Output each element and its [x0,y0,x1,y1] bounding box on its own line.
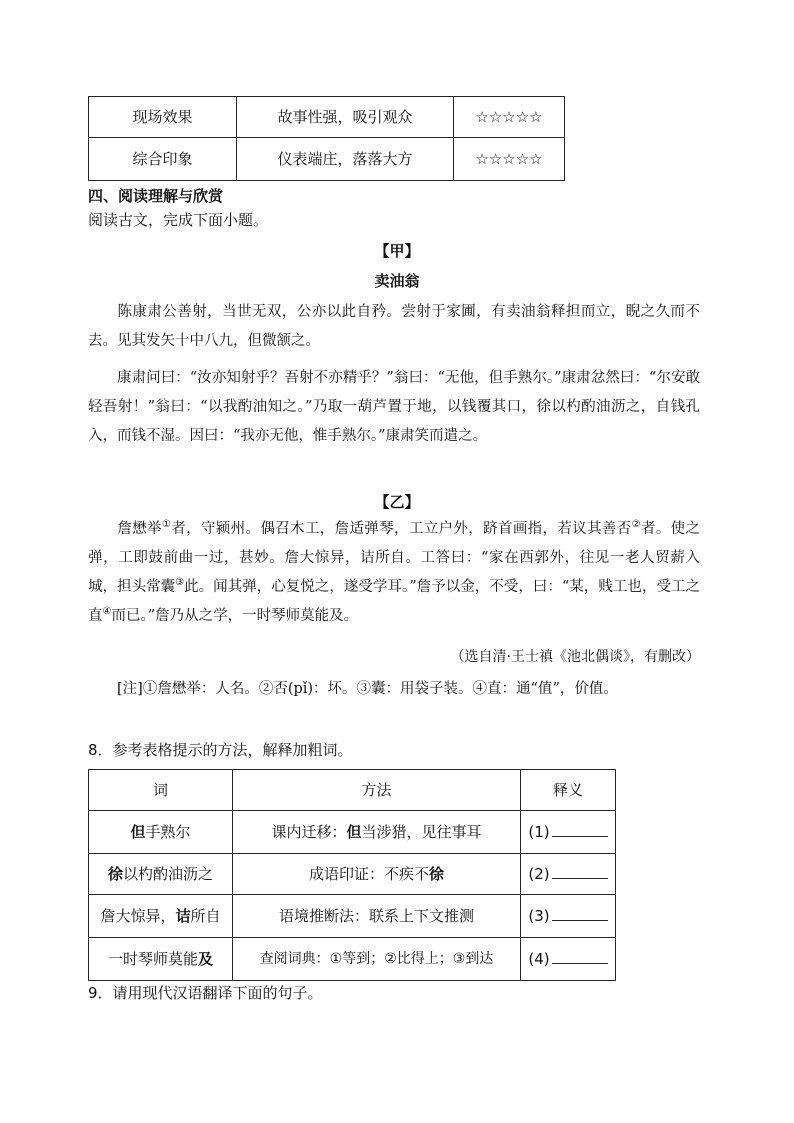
text-b-p1-d: 此。闻其弹，心复悦之，遂受学耳。”詹予以金，不受，曰：“某，贱工也，受工之直 [88,579,701,624]
table-header-row [89,770,616,811]
method-cell: 语境推断法：联系上下文推测 [233,895,521,938]
table-cell-criteria: 故事性强，吸引观众 [237,97,454,138]
answer-cell [521,938,616,981]
method-text: 课内迁移： [271,823,347,841]
text-a-label: 【甲】 [374,242,420,260]
text-b-label: 【乙】 [374,493,420,511]
section-instruction: 阅读古文，完成下面小题。 [88,211,269,229]
text-b-p1-a: 詹懋举 [117,521,162,537]
table-cell-stars: ☆☆☆☆☆ [454,138,565,181]
header-method: 方法 [233,770,521,811]
answer-blank[interactable] [552,906,608,921]
answer-blank[interactable] [552,864,608,879]
text-b-note-text: [注]①詹懋举：人名。②否(pǐ)：坏。③囊：用袋子装。④直：通“值”，价值。 [117,681,618,697]
table-row [89,97,565,138]
answer-number: (1) [528,823,550,841]
text-a-title: 卖油翁 [374,272,420,290]
bold-word: 及 [198,950,214,968]
method-text: 成语印证：不疾不 [308,865,429,883]
header-word: 词 [89,770,233,811]
question-8-prompt: 8．参考表格提示的方法，解释加粗词。 [88,741,353,759]
question-8-table [88,769,616,981]
answer-cell [521,895,616,938]
text-b-p1-e: 而已。”詹乃从之学，一时琴师莫能及。 [111,608,359,624]
text-b-p1-c: 者。使之弹，工即鼓前曲一过，甚妙。詹大惊异，诘所自。工答曰：“家在西郭外，往见一老人贸薪入城，担头常囊 [88,521,701,595]
method-cell [233,811,521,854]
text-a-paragraph-2 [88,364,700,451]
word-rest: 手熟尔 [145,823,191,841]
answer-cell [521,811,616,854]
word-pre: 詹大惊异， [100,907,176,925]
text-b-note [88,675,700,704]
word-cell [89,854,233,895]
word-cell [89,811,233,854]
table-cell-item: 综合印象 [89,138,237,181]
word-cell [89,895,233,938]
bold-word: 徐 [107,865,123,883]
table-row [89,895,616,938]
answer-number: (3) [528,907,550,925]
bold-word: 徐 [429,865,445,883]
bold-word: 诘 [175,907,191,925]
word-cell [89,938,233,981]
footnote-marker: ④ [102,606,112,618]
footnote-marker: ③ [175,577,185,589]
text-b-paragraph [88,515,700,631]
text-a-p2: 康肃问曰：“汝亦知射乎？吾射不亦精乎？”翁曰：“无他，但手熟尔。”康肃忿然曰：“尔安敢轻吾射！”翁曰：“以我酌油知之。”乃取一葫芦置于地，以钱覆其口，徐以杓酌油沥之，自钱孔入，而钱不湿。因曰：“我亦无他，惟手熟尔。”康肃笑而遣之。 [88,370,700,444]
text-b-p1-b: 者，守颍州。偶召木工，詹适弹琴，工立户外，跻首画指，若议其善否 [171,521,632,537]
answer-blank[interactable] [552,949,608,964]
word-pre: 一时琴师莫能 [107,950,198,968]
answer-blank[interactable] [552,822,608,837]
text-a-paragraph-1 [88,298,700,356]
footnote-marker: ① [161,519,172,531]
header-meaning: 释义 [521,770,616,811]
table-cell-criteria: 仪表端庄，落落大方 [237,138,454,181]
question-9-prompt: 9．请用现代汉语翻译下面的句子。 [88,984,323,1002]
table-cell-stars: ☆☆☆☆☆ [454,97,565,138]
word-rest: 所自 [190,907,221,925]
table-row [89,811,616,854]
answer-number: (4) [528,950,550,968]
method-text: 当涉猎，见往事耳 [361,823,482,841]
bold-word: 但 [130,823,146,841]
answer-cell [521,854,616,895]
text-b-source: （选自清·王士禛《池北偶谈》，有删改） [450,649,700,665]
section-heading: 四、阅读理解与欣赏 [88,187,224,205]
table-row [89,138,565,181]
text-a-p1: 陈康肃公善射，当世无双，公亦以此自矜。尝射于家圃，有卖油翁释担而立，睨之久而不去。见其发矢十中八九，但微颔之。 [88,304,700,349]
bold-word: 但 [346,823,362,841]
method-cell: 查阅词典：①等到；②比得上；③到达 [233,938,521,981]
table-cell-item: 现场效果 [89,97,237,138]
table-row [89,854,616,895]
table-row [89,938,616,981]
footnote-marker: ② [631,519,641,531]
evaluation-table [88,96,565,181]
method-cell [233,854,521,895]
word-rest: 以杓酌油沥之 [123,865,214,883]
answer-number: (2) [528,865,550,883]
